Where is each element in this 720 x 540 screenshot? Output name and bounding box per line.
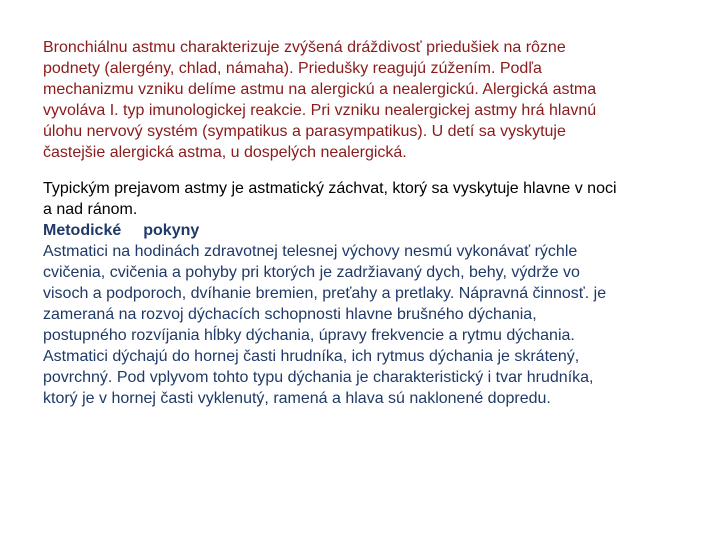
text-line: postupného rozvíjania hĺbky dýchania, úpravy frekvencie a rytmu dýchania. (43, 327, 575, 344)
heading-word-pokyny: pokyny (143, 222, 200, 239)
paragraph-asthma-definition (43, 37, 703, 163)
text-line: ktorý je v hornej časti vyklenutý, ramená a hlava sú naklonené dopredu. (43, 390, 551, 407)
section-heading (43, 220, 703, 241)
text-line: Astmatici dýchajú do hornej časti hrudníka, ich rytmus dýchania je skrátený, (43, 348, 580, 365)
text-line: zameraná na rozvoj dýchacích schopnosti hlavne brušného dýchania, (43, 306, 537, 323)
heading-word-metodicke: Metodické (43, 222, 122, 239)
text-line: Bronchiálnu astmu charakterizuje zvýšená dráždivosť priedušiek na rôzne (43, 39, 566, 56)
text-line: vyvoláva I. typ imunologickej reakcie. Pri vzniku nealergickej astmy hrá hlavnú (43, 102, 597, 119)
text-line: Typickým prejavom astmy je astmatický záchvat, ktorý sa vyskytuje hlavne v noci (43, 180, 617, 197)
text-line: mechanizmu vzniku delíme astmu na alergickú a nealergickú. Alergická astma (43, 81, 597, 98)
text-line: úlohu nervový systém (sympatikus a parasympatikus). U detí sa vyskytuje (43, 123, 566, 140)
text-line: podnety (alergény, chlad, námaha). Priedušky reagujú zúžením. Podľa (43, 60, 542, 77)
text-line: povrchný. Pod vplyvom tohto typu dýchania je charakteristický i tvar hrudníka, (43, 369, 594, 386)
text-line: Astmatici na hodinách zdravotnej telesnej výchovy nesmú vykonávať rýchle (43, 243, 578, 260)
text-line: a nad ránom. (43, 201, 138, 218)
text-line: častejšie alergická astma, u dospelých nealergická. (43, 144, 407, 161)
text-line: visoch a podporoch, dvíhanie bremien, preťahy a pretlaky. Nápravná činnosť. je (43, 285, 607, 302)
text-line: cvičenia, cvičenia a pohyby pri ktorých je zadržiavaný dych, behy, výdrže vo (43, 264, 580, 281)
paragraph-asthma-guidelines (43, 178, 703, 409)
